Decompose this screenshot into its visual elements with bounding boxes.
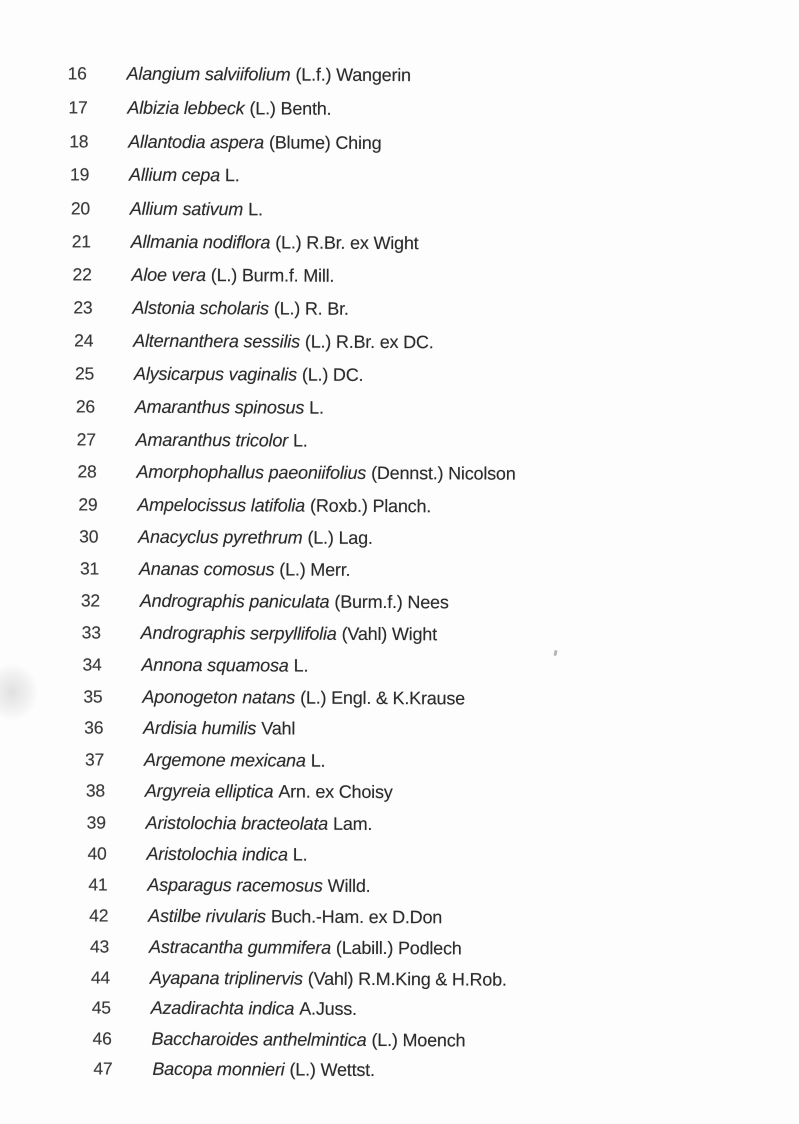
entry-number: 46 bbox=[92, 1028, 112, 1049]
entry-authority: (Vahl) R.M.King & H.Rob. bbox=[307, 968, 507, 990]
list-item bbox=[75, 358, 363, 392]
entry-authority: Vahl bbox=[261, 718, 296, 740]
list-item bbox=[93, 1053, 375, 1087]
entry-binomial: Argemone mexicana bbox=[143, 749, 306, 771]
entry-authority: (L.) Burm.f. Mill. bbox=[210, 265, 335, 287]
list-item bbox=[70, 159, 240, 192]
list-item bbox=[91, 962, 507, 996]
entry-binomial: Alysicarpus vaginalis bbox=[133, 363, 297, 385]
list-item bbox=[69, 126, 381, 160]
entry-binomial: Anacyclus pyrethrum bbox=[138, 526, 303, 548]
entry-number: 17 bbox=[68, 97, 88, 118]
entry-authority: (Burm.f.) Nees bbox=[334, 591, 449, 613]
entry-binomial: Ampelocissus latifolia bbox=[137, 494, 306, 516]
entry-binomial: Aponogeton natans bbox=[142, 686, 296, 708]
entry-number: 32 bbox=[80, 590, 100, 611]
entry-text bbox=[135, 397, 324, 419]
entry-binomial: Azadirachta indica bbox=[150, 998, 295, 1019]
entry-binomial: Baccharoides anthelmintica bbox=[151, 1028, 367, 1050]
entry-text bbox=[132, 265, 335, 287]
entry-authority: (L.) Benth. bbox=[249, 98, 332, 119]
entry-text bbox=[127, 64, 411, 86]
list-item bbox=[85, 744, 326, 777]
entry-authority: (L.) Merr. bbox=[279, 559, 351, 580]
entry-number: 36 bbox=[84, 717, 104, 739]
entry-text bbox=[127, 98, 331, 120]
entry-authority: (L.f.) Wangerin bbox=[295, 65, 411, 86]
list-item bbox=[88, 869, 370, 903]
entry-text bbox=[131, 232, 419, 255]
entry-binomial: Allium sativum bbox=[129, 198, 244, 220]
entry-number: 34 bbox=[82, 654, 102, 675]
entry-number: 30 bbox=[79, 526, 99, 547]
entry-authority: (Vahl) Wight bbox=[341, 623, 437, 645]
entry-number: 44 bbox=[90, 967, 111, 988]
entry-number: 33 bbox=[81, 622, 101, 643]
entry-authority: Lam. bbox=[332, 813, 373, 834]
entry-binomial: Allantodia aspera bbox=[128, 131, 265, 153]
entry-number: 25 bbox=[74, 363, 95, 384]
entry-number: 47 bbox=[93, 1058, 113, 1079]
entry-authority: (Dennst.) Nicolson bbox=[371, 463, 516, 484]
list-item bbox=[74, 325, 434, 359]
entry-text bbox=[141, 623, 437, 646]
entry-text bbox=[133, 331, 433, 354]
entry-text bbox=[130, 198, 263, 220]
list-item bbox=[80, 553, 350, 587]
list-item bbox=[92, 1023, 465, 1057]
list-item bbox=[73, 292, 348, 326]
entry-number: 37 bbox=[84, 749, 105, 770]
entry-binomial: Astilbe rivularis bbox=[148, 905, 266, 927]
entry-binomial: Alstonia scholaris bbox=[132, 298, 269, 319]
list-item bbox=[78, 488, 431, 522]
entry-binomial: Albizia lebbeck bbox=[127, 97, 245, 119]
entry-binomial: Aristolochia indica bbox=[146, 843, 288, 865]
entry-text bbox=[150, 968, 507, 991]
list-item bbox=[81, 585, 449, 619]
list-item bbox=[82, 649, 308, 682]
entry-number: 40 bbox=[87, 843, 107, 864]
entry-authority: Arn. ex Choisy bbox=[278, 781, 393, 803]
entry-authority: L. bbox=[309, 397, 324, 418]
list-item bbox=[84, 712, 295, 745]
entry-number: 18 bbox=[69, 131, 89, 152]
entry-number: 35 bbox=[83, 686, 103, 707]
list-item bbox=[71, 193, 263, 226]
entry-text bbox=[147, 875, 370, 897]
entry-binomial: Amaranthus tricolor bbox=[135, 429, 289, 451]
entry-number: 31 bbox=[79, 558, 100, 579]
list-item bbox=[86, 775, 393, 809]
entry-number: 38 bbox=[85, 780, 105, 802]
entry-binomial: Aristolochia bracteolata bbox=[145, 812, 329, 834]
entry-text bbox=[137, 494, 431, 517]
list-item bbox=[77, 423, 308, 456]
entry-text bbox=[146, 813, 373, 835]
entry-number: 20 bbox=[70, 198, 91, 219]
entry-binomial: Amorphophallus paeoniifolius bbox=[136, 461, 367, 484]
entry-binomial: Allium cepa bbox=[129, 165, 220, 186]
entry-binomial: Annona squamosa bbox=[141, 654, 289, 676]
list-item bbox=[72, 226, 419, 260]
entry-binomial: Aloe vera bbox=[131, 264, 206, 286]
entry-text bbox=[152, 1029, 466, 1052]
entry-text bbox=[136, 462, 515, 485]
entry-number: 26 bbox=[75, 396, 96, 417]
entry-binomial: Ayapana triplinervis bbox=[149, 967, 303, 989]
list-item bbox=[87, 807, 373, 841]
entry-text bbox=[139, 559, 350, 581]
entry-authority: (L.) Engl. & K.Krause bbox=[300, 687, 466, 709]
entry-text bbox=[136, 429, 308, 451]
entry-authority: (Roxb.) Planch. bbox=[310, 495, 432, 516]
entry-binomial: Alangium salviifolium bbox=[126, 64, 291, 86]
entry-binomial: Ardisia humilis bbox=[143, 718, 257, 739]
entry-authority: Willd. bbox=[327, 875, 371, 897]
list-item bbox=[92, 992, 357, 1026]
entry-binomial: Ananas comosus bbox=[138, 558, 275, 580]
list-item bbox=[68, 92, 331, 126]
entry-number: 19 bbox=[70, 164, 90, 185]
entry-text bbox=[145, 781, 393, 803]
entry-authority: L. bbox=[293, 655, 309, 676]
entry-text bbox=[132, 298, 348, 320]
entry-number: 21 bbox=[71, 231, 91, 252]
entry-authority: (L.) Lag. bbox=[307, 527, 373, 548]
entry-text bbox=[148, 906, 442, 929]
entry-authority: L. bbox=[292, 844, 308, 865]
entry-binomial: Andrographis paniculata bbox=[139, 590, 330, 612]
entry-binomial: Amaranthus spinosus bbox=[134, 396, 305, 418]
entry-number: 29 bbox=[78, 494, 98, 515]
entry-number: 23 bbox=[73, 297, 93, 318]
entry-number: 42 bbox=[89, 905, 109, 926]
entry-binomial: Astracantha gummifera bbox=[148, 936, 331, 958]
entry-binomial: Argyreia elliptica bbox=[144, 781, 274, 802]
list-item bbox=[68, 58, 411, 92]
entry-text bbox=[142, 687, 465, 710]
entry-number: 27 bbox=[76, 429, 96, 450]
list-item bbox=[79, 521, 373, 555]
entry-authority: (Labill.) Podlech bbox=[335, 937, 462, 959]
entry-number: 24 bbox=[74, 330, 94, 351]
list-item bbox=[90, 931, 462, 965]
list-item bbox=[77, 456, 515, 490]
entry-text bbox=[151, 998, 357, 1020]
entry-number: 28 bbox=[77, 461, 97, 482]
entry-number: 16 bbox=[67, 63, 87, 84]
entry-text bbox=[144, 750, 325, 772]
entry-authority: Buch.-Ham. ex D.Don bbox=[270, 906, 443, 928]
entry-authority: L. bbox=[292, 430, 308, 451]
entry-text bbox=[149, 937, 462, 960]
entry-binomial: Andrographis serpyllifolia bbox=[140, 622, 337, 644]
list-item bbox=[83, 681, 465, 715]
entry-text bbox=[143, 718, 295, 740]
entry-binomial: Alternanthera sessilis bbox=[133, 331, 300, 352]
entry-authority: (L.) Moench bbox=[371, 1029, 466, 1051]
entry-number: 41 bbox=[88, 874, 108, 895]
entry-text bbox=[128, 132, 381, 154]
entry-text bbox=[152, 1059, 375, 1081]
entry-authority: L. bbox=[310, 750, 326, 771]
entry-text bbox=[140, 591, 449, 614]
entry-number: 45 bbox=[91, 997, 111, 1018]
entry-text bbox=[129, 165, 240, 187]
entry-text bbox=[141, 655, 308, 677]
entry-authority: (L.) R.Br. ex Wight bbox=[275, 232, 419, 254]
entry-authority: (Blume) Ching bbox=[268, 132, 382, 153]
entry-number: 39 bbox=[86, 812, 106, 833]
list-item bbox=[89, 900, 442, 934]
list-item bbox=[72, 259, 334, 293]
entry-authority: (L.) R. Br. bbox=[273, 298, 349, 320]
entry-number: 22 bbox=[72, 264, 92, 285]
entry-text bbox=[134, 364, 363, 386]
list-item bbox=[76, 391, 324, 424]
entry-number: 43 bbox=[89, 936, 110, 957]
entry-authority: (L.) Wettst. bbox=[289, 1059, 375, 1081]
list-item bbox=[87, 838, 307, 871]
entry-authority: (L.) DC. bbox=[301, 364, 364, 386]
entry-binomial: Bacopa monnieri bbox=[152, 1059, 285, 1080]
entry-text bbox=[146, 844, 307, 866]
entry-binomial: Asparagus racemosus bbox=[147, 874, 323, 896]
entry-authority: L. bbox=[248, 199, 263, 220]
entry-authority: (L.) R.Br. ex DC. bbox=[304, 331, 434, 353]
entry-authority: A.Juss. bbox=[299, 998, 357, 1020]
entry-text bbox=[138, 527, 373, 549]
list-item bbox=[82, 617, 437, 651]
entry-authority: L. bbox=[224, 165, 240, 186]
entry-binomial: Allmania nodiflora bbox=[130, 231, 271, 253]
